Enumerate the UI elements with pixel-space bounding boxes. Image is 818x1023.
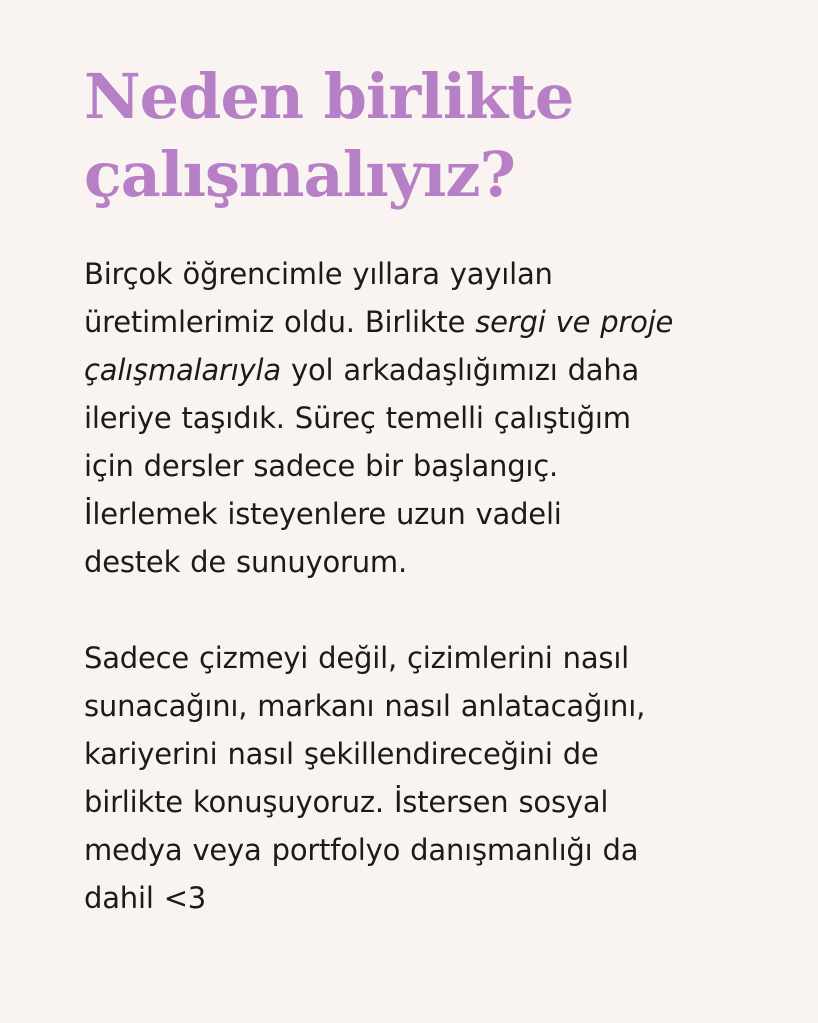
paragraph-scope xyxy=(84,634,758,922)
emphasis-text: çalışmalarıyla xyxy=(84,353,281,387)
text-line: destek de sunuyorum. xyxy=(84,545,407,579)
text-segment: üretimlerimiz oldu. Birlikte xyxy=(84,305,476,339)
text-line xyxy=(84,346,758,394)
text-line: sunacağını, markanı nasıl anlatacağını, xyxy=(84,689,646,723)
paragraph-collaboration xyxy=(84,250,758,586)
emphasis-text: sergi ve proje xyxy=(475,305,674,339)
text-line: dahil <3 xyxy=(84,881,207,915)
page-title: Neden birlikte çalışmalıyız? xyxy=(84,60,574,211)
body-text xyxy=(84,250,758,922)
text-line: için dersler sadece bir başlangıç. xyxy=(84,449,559,483)
text-line: kariyerini nasıl şekillendireceğini de xyxy=(84,737,599,771)
text-line: birlikte konuşuyoruz. İstersen sosyal xyxy=(84,785,609,819)
text-segment: yol arkadaşlığımızı daha xyxy=(280,353,640,387)
text-line: İlerlemek isteyenlere uzun vadeli xyxy=(84,497,562,531)
text-line: Birçok öğrencimle yıllara yayılan xyxy=(84,257,553,291)
text-line xyxy=(84,298,758,346)
text-line: medya veya portfolyo danışmanlığı da xyxy=(84,833,639,867)
text-line: ileriye taşıdık. Süreç temelli çalıştığım xyxy=(84,401,631,435)
text-line: Sadece çizmeyi değil, çizimlerini nasıl xyxy=(84,641,630,675)
